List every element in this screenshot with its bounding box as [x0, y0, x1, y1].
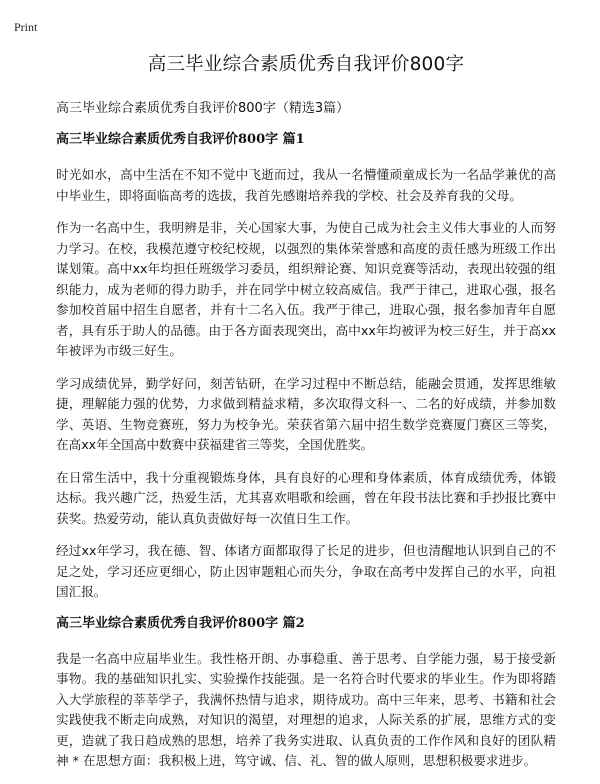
- paragraph: 学习成绩优异，勤学好问，刻苦钻研，在学习过程中不断总结，能融会贯通，发挥思维敏捷，理解能力强的优势，力求做到精益求精，多次取得文科一、二名的好成绩，并参加数学、英语、生物竞赛班，努力为校争光。荣获省第六届中招生数学竞赛厦门赛区三等奖，在高xx年全国高中数赛中获福建省三等奖，全国优胜奖。: [56, 375, 556, 452]
- paragraph: 时光如水，高中生活在不知不觉中飞逝而过，我从一名懵懂顽童成长为一名品学兼优的高中毕业生，即将面临高考的选拔，我首先感谢培养我的学校、社会及养育我的父母。: [56, 167, 556, 203]
- document-title: 高三毕业综合素质优秀自我评价800字: [147, 54, 465, 75]
- section-heading-2: 高三毕业综合素质优秀自我评价800字 篇2: [56, 615, 305, 631]
- section-heading-1: 高三毕业综合素质优秀自我评价800字 篇1: [56, 132, 305, 147]
- document-subtitle: 高三毕业综合素质优秀自我评价800字（精选3篇）: [56, 101, 350, 116]
- print-link[interactable]: Print: [14, 20, 38, 34]
- paragraph: 我是一名高中应届毕业生。我性格开朗、办事稳重、善于思考、自学能力强，易于接受新事物。我的基础知识扎实、实验操作技能强。是一名符合时代要求的毕业生。作为即将踏入大学旅程的莘莘学子，我满怀热情与追求，期待成功。高中三年来，思考、书籍和社会实践使我不断走向成熟，对知识的渴望，对理想的追求，人际关系的扩展，思维方式的变更，造就了我日趋成熟的思想，培养了我务实进取、认真负责的工作作风和良好的团队精神 * 在思想方面：我积极上进，笃守诚、信、礼、智的做人原则，思想积极要求进步。: [56, 650, 556, 768]
- paragraph: 经过xx年学习，我在德、智、体诸方面都取得了长足的进步，但也清醒地认识到自己的不足之处，学习还应更细心，防止因审题粗心而失分，争取在高考中发挥自己的水平，向祖国汇报。: [56, 543, 556, 599]
- document-page: [56, 52, 556, 784]
- paragraph: 作为一名高中生，我明辨是非，关心国家大事，为使自己成为社会主义伟大事业的人而努力学习。在校，我模范遵守校纪校规，以强烈的集体荣誉感和高度的责任感为班级工作出谋划策。高中xx年均担任班级学习委员，组织辩论赛、知识竞赛等活动，表现出较强的组织能力，成为老师的得力助手，并在同学中树立较高威信。我严于律己，进取心强，报名参加校首届中招生自愿者，并有十二名入伍。我严于律己，进取心强，报名参加青年自愿者，具有乐于助人的品德。由于各方面表现突出，高中xx年均被评为校三好生，并于高xx年被评为市级三好生。: [56, 220, 556, 358]
- paragraph: 在日常生活中，我十分重视锻炼身体，具有良好的心理和身体素质，体育成绩优秀，体锻达标。我兴趣广泛，热爱生活，尤其喜欢唱歌和绘画，曾在年段书法比赛和手抄报比赛中获奖。热爱劳动，能认真负责做好每一次值日生工作。: [56, 469, 556, 526]
